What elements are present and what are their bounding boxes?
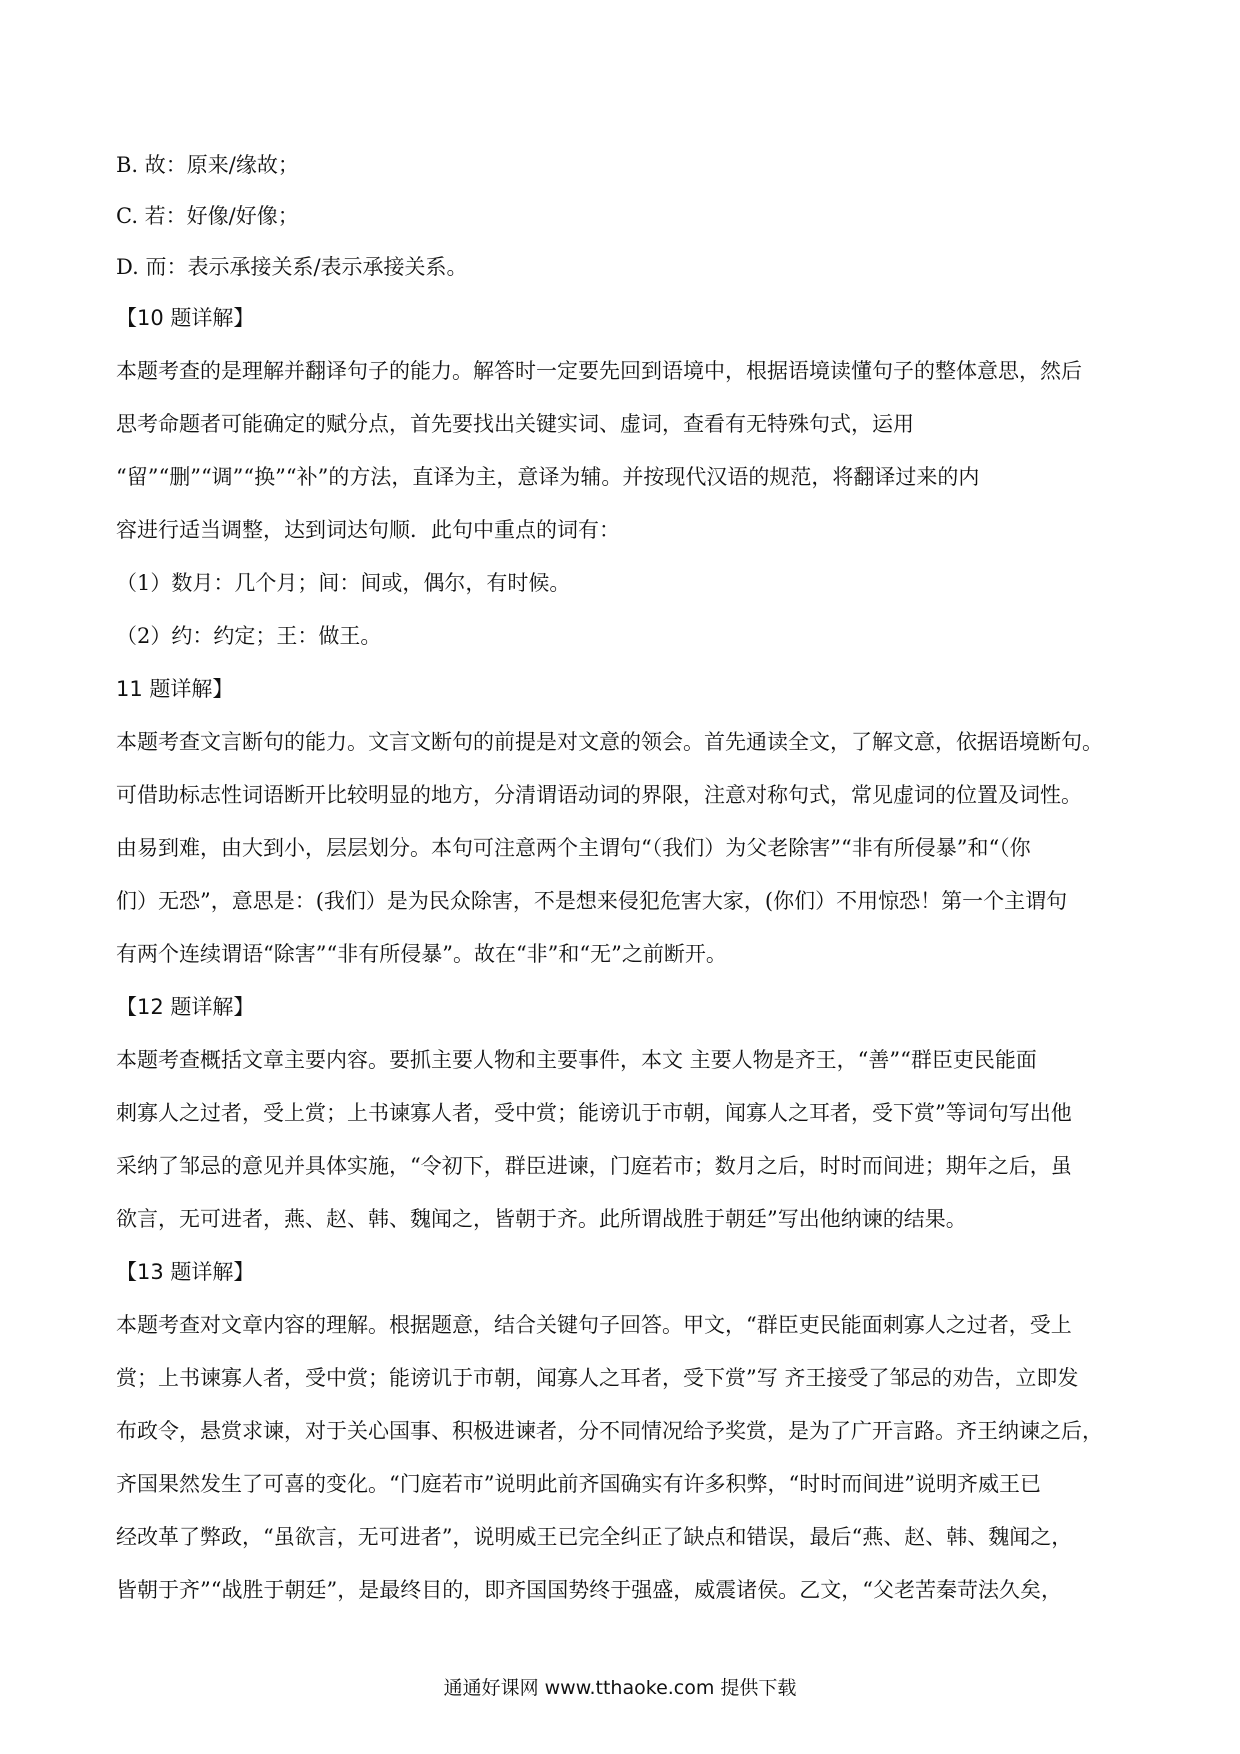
document-body bbox=[116, 152, 1126, 1630]
text-line: 采纳了邹忌的意见并具体实施，“令初下，群臣进谏，门庭若市；数月之后，时时而间进；期年之后，虽 bbox=[116, 1154, 1072, 1178]
text-line: 可借助标志性词语断开比较明显的地方，分清谓语动词的界限，注意对称句式，常见虚词的位置及词性。 bbox=[116, 783, 1082, 807]
section-11 bbox=[116, 676, 1126, 967]
text-line: 本题考查文言断句的能力。文言文断句的前提是对文意的领会。首先通读全文，了解文意，依据语境断句。 bbox=[116, 730, 1103, 754]
section-13 bbox=[116, 1259, 1126, 1603]
section-heading: 【12 题详解】 bbox=[116, 995, 255, 1019]
text-line: 由易到难，由大到小，层层划分。本句可注意两个主谓句“（我们）为父老除害”“非有所侵暴”和“（你 bbox=[116, 836, 1031, 860]
paragraph bbox=[116, 570, 1126, 596]
text-line: 容进行适当调整，达到词达句顺．此句中重点的词有： bbox=[116, 518, 620, 542]
answer-options bbox=[116, 152, 1126, 280]
text-line: 本题考查概括文章主要内容。要抓主要人物和主要事件，本文 主要人物是齐王，“善”“群臣吏民能面 bbox=[116, 1048, 1037, 1072]
text-line: 赏；上书谏寡人者，受中赏；能谤讥于市朝，闻寡人之耳者，受下赏”写 齐王接受了邹忌的劝告，立即发 bbox=[116, 1366, 1079, 1390]
option-d: D. 而：表示承接关系/表示承接关系。 bbox=[116, 255, 468, 279]
text-line: 皆朝于齐”“战胜于朝廷”，是最终目的，即齐国国势终于强盛，威震诸侯。乙文，“父老苦秦苛法久矣， bbox=[116, 1578, 1062, 1602]
paragraph bbox=[116, 729, 1126, 967]
text-line: 经改革了弊政，“虽欲言，无可进者”，说明威王已完全纠正了缺点和错误，最后“燕、赵、韩、魏闻之， bbox=[116, 1525, 1073, 1549]
paragraph bbox=[116, 623, 1126, 649]
text-line: 本题考查的是理解并翻译句子的能力。解答时一定要先回到语境中，根据语境读懂句子的整体意思，然后 bbox=[116, 359, 1082, 383]
page-footer: 通通好课网 www.tthaoke.com 提供下载 bbox=[443, 1677, 797, 1699]
text-line: 欲言，无可进者，燕、赵、韩、魏闻之，皆朝于齐。此所谓战胜于朝廷”写出他纳谏的结果。 bbox=[116, 1207, 967, 1231]
text-line: （1）数月：几个月；间：间或，偶尔，有时候。 bbox=[116, 571, 571, 595]
text-line: 有两个连续谓语“除害”“非有所侵暴”。故在“非”和“无”之前断开。 bbox=[116, 942, 727, 966]
text-line: 刺寡人之过者，受上赏；上书谏寡人者，受中赏；能谤讥于市朝，闻寡人之耳者，受下赏”等词句写出他 bbox=[116, 1101, 1072, 1125]
text-line: 们）无恐”，意思是：(我们）是为民众除害，不是想来侵犯危害大家，(你们）不用惊恐！第一个主谓句 bbox=[116, 889, 1068, 913]
section-heading: 【13 题详解】 bbox=[116, 1260, 255, 1284]
paragraph bbox=[116, 1047, 1126, 1232]
section-heading: 11 题详解】 bbox=[116, 677, 234, 701]
paragraph bbox=[116, 358, 1126, 543]
paragraph bbox=[116, 1312, 1126, 1603]
section-heading: 【10 题详解】 bbox=[116, 306, 255, 330]
text-line: “留”“删”“调”“换”“补”的方法，直译为主，意译为辅。并按现代汉语的规范，将翻译过来的内 bbox=[116, 465, 980, 489]
section-12 bbox=[116, 994, 1126, 1232]
section-10 bbox=[116, 305, 1126, 649]
text-line: 本题考查对文章内容的理解。根据题意，结合关键句子回答。甲文，“群臣吏民能面刺寡人之过者，受上 bbox=[116, 1313, 1072, 1337]
option-b: B. 故：原来/缘故； bbox=[116, 153, 299, 177]
text-line: 布政令，悬赏求谏，对于关心国事、积极进谏者，分不同情况给予奖赏，是为了广开言路。齐王纳谏之后， bbox=[116, 1419, 1103, 1443]
text-line: 齐国果然发生了可喜的变化。“门庭若市”说明此前齐国确实有许多积弊，“时时而间进”说明齐威王已 bbox=[116, 1472, 1041, 1496]
text-line: （2）约：约定；王：做王。 bbox=[116, 624, 382, 648]
text-line: 思考命题者可能确定的赋分点，首先要找出关键实词、虚词，查看有无特殊句式，运用 bbox=[116, 412, 914, 436]
option-c: C. 若：好像/好像； bbox=[116, 204, 299, 228]
